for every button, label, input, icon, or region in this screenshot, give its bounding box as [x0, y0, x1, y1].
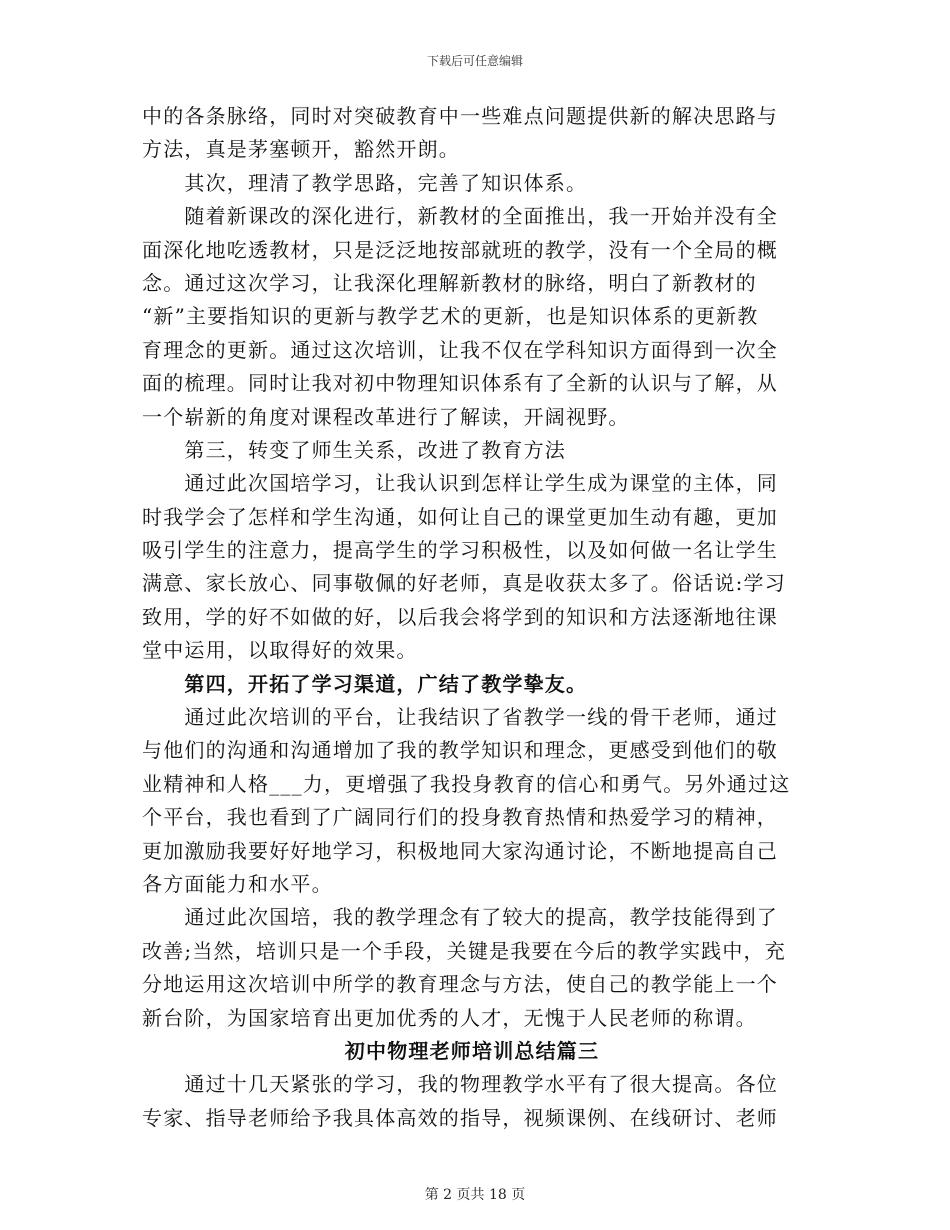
text-line: 面的梳理。同时让我对初中物理知识体系有了全新的认识与了解，从	[142, 371, 778, 396]
text-line: 时我学会了怎样和学生沟通，如何让自己的课堂更加生动有趣，更加	[142, 504, 778, 529]
text-line: 改善;当然，培训只是一个手段，关键是我要在今后的教学实践中，充	[142, 938, 786, 963]
text-line: 业精神和人格___力，更增强了我投身教育的信心和勇气。另外通过这	[142, 771, 791, 796]
text-line: 满意、家长放心、同事敬佩的好老师，真是收获太多了。俗话说:学习	[142, 571, 786, 596]
text-line: 通过此次国培学习，让我认识到怎样让学生成为课堂的主体，同	[142, 471, 778, 496]
text-line: 念。通过这次学习，让我深化理解新教材的脉络，明白了新教材的	[142, 270, 757, 295]
article-title: 初中物理老师培训总结篇三	[344, 1038, 600, 1063]
page-footer: 第 2 页共 18 页	[424, 1187, 526, 1203]
text-line: 致用，学的好不如做的好，以后我会将学到的知识和方法逐渐地往课	[142, 604, 778, 629]
text-line: 中的各条脉络，同时对突破教育中一些难点问题提供新的解决思路与	[142, 104, 778, 128]
text-line: 专家、指导老师给予我具体高效的指导，视频课例、在线研讨、老师	[142, 1105, 778, 1130]
text-line: 其次，理清了教学思路，完善了知识体系。	[142, 170, 588, 195]
text-line: 育理念的更新。通过这次培训，让我不仅在学科知识方面得到一次全	[142, 337, 778, 362]
text-line: 分地运用这次培训中所学的教育理念与方法，使自己的教学能上一个	[142, 972, 778, 997]
section-heading: 第四，开拓了学习渠道，广结了教学挚友。	[142, 671, 588, 696]
text-line: 各方面能力和水平。	[142, 871, 333, 896]
text-line: 通过此次培训的平台，让我结识了省教学一线的骨干老师，通过	[142, 705, 778, 730]
text-line: 个平台，我也看到了广阔同行们的投身教育热情和热爱学习的精神，	[142, 805, 778, 830]
text-line: “新”主要指知识的更新与教学艺术的更新，也是知识体系的更新教	[142, 304, 759, 329]
text-line: 与他们的沟通和沟通增加了我的教学知识和理念，更感受到他们的敬	[142, 738, 778, 763]
text-line: 通过此次国培，我的教学理念有了较大的提高，教学技能得到了	[142, 905, 778, 930]
text-line: 随着新课改的深化进行，新教材的全面推出，我一开始并没有全	[142, 204, 778, 229]
text-line: 吸引学生的注意力，提高学生的学习积极性，以及如何做一名让学生	[142, 538, 778, 563]
text-line: 一个崭新的角度对课程改革进行了解读，开阔视野。	[142, 404, 630, 429]
text-line: 面深化地吃透教材，只是泛泛地按部就班的教学，没有一个全局的概	[142, 237, 778, 262]
text-line: 第三，转变了师生关系，改进了教育方法	[142, 437, 566, 462]
page-header: 下载后可任意编辑	[426, 54, 523, 68]
text-line: 更加激励我要好好地学习，积极地同大家沟通讨论，不断地提高自己	[142, 838, 778, 863]
body-text	[142, 100, 802, 1135]
text-line: 堂中运用，以取得好的效果。	[142, 638, 418, 663]
text-line: 新台阶，为国家培育出更加优秀的人才，无愧于人民老师的称谓。	[142, 1005, 757, 1030]
text-line: 通过十几天紧张的学习，我的物理教学水平有了很大提高。各位	[142, 1072, 778, 1097]
text-line: 方法，真是茅塞顿开，豁然开朗。	[142, 137, 460, 162]
